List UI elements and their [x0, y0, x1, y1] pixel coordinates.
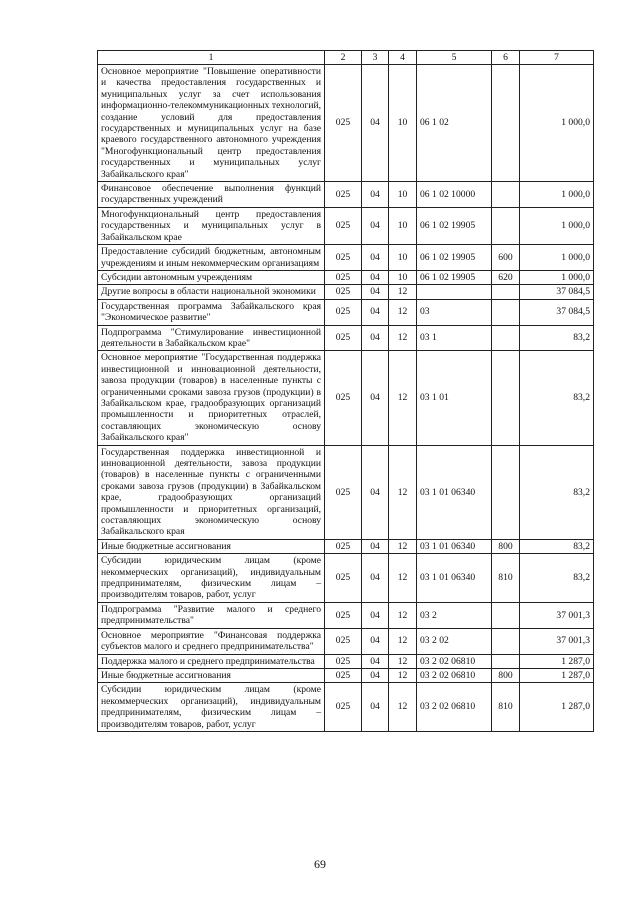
table-header-row [98, 51, 594, 65]
section-code-cell: 04 [362, 299, 389, 325]
expense-type-cell: 810 [492, 683, 520, 732]
subsection-code-cell: 12 [389, 602, 417, 628]
target-article-cell: 06 1 02 19905 [417, 207, 492, 244]
subsection-code-cell: 12 [389, 351, 417, 445]
amount-cell: 1 287,0 [520, 683, 594, 732]
expense-type-cell [492, 182, 520, 208]
row-name-cell: Подпрограмма "Развитие малого и среднего предпринимательства" [98, 602, 325, 628]
expense-type-cell [492, 654, 520, 668]
grbs-code-cell: 025 [325, 285, 362, 299]
section-code-cell: 04 [362, 182, 389, 208]
subsection-code-cell: 12 [389, 445, 417, 539]
amount-cell: 37 084,5 [520, 299, 594, 325]
column-header: 5 [417, 51, 492, 65]
section-code-cell: 04 [362, 654, 389, 668]
grbs-code-cell: 025 [325, 299, 362, 325]
target-article-cell: 06 1 02 19905 [417, 270, 492, 284]
row-name-cell: Поддержка малого и среднего предпринимательства [98, 654, 325, 668]
section-code-cell: 04 [362, 245, 389, 271]
expense-type-cell: 800 [492, 668, 520, 682]
grbs-code-cell: 025 [325, 628, 362, 654]
grbs-code-cell: 025 [325, 602, 362, 628]
section-code-cell: 04 [362, 325, 389, 351]
row-name-cell: Государственная поддержка инвестиционной и инновационной деятельности, завоза продукции (товаров) в населенные пункты с ограниченными сроками завоза грузов (продукции) в Забайкальском крае, градообразующих организаций промышленности и приоритетных организаций, составляющих экономическую основу Забайкальского края [98, 445, 325, 539]
section-code-cell: 04 [362, 207, 389, 244]
table-row [98, 628, 594, 654]
amount-cell: 1 000,0 [520, 65, 594, 182]
expense-type-cell [492, 299, 520, 325]
subsection-code-cell: 12 [389, 683, 417, 732]
subsection-code-cell: 10 [389, 270, 417, 284]
row-name-cell: Субсидии автономным учреждениям [98, 270, 325, 284]
table-row [98, 683, 594, 732]
grbs-code-cell: 025 [325, 654, 362, 668]
section-code-cell: 04 [362, 668, 389, 682]
row-name-cell: Основное мероприятие "Финансовая поддержка субъектов малого и среднего предпринимательства" [98, 628, 325, 654]
grbs-code-cell: 025 [325, 554, 362, 603]
row-name-cell: Подпрограмма "Стимулирование инвестиционной деятельности в Забайкальском крае" [98, 325, 325, 351]
grbs-code-cell: 025 [325, 207, 362, 244]
target-article-cell: 03 [417, 299, 492, 325]
subsection-code-cell: 12 [389, 628, 417, 654]
subsection-code-cell: 12 [389, 285, 417, 299]
amount-cell: 1 287,0 [520, 654, 594, 668]
target-article-cell: 06 1 02 [417, 65, 492, 182]
amount-cell: 1 000,0 [520, 245, 594, 271]
amount-cell: 37 084,5 [520, 285, 594, 299]
amount-cell: 1 287,0 [520, 668, 594, 682]
grbs-code-cell: 025 [325, 270, 362, 284]
target-article-cell: 03 2 02 06810 [417, 683, 492, 732]
row-name-cell: Иные бюджетные ассигнования [98, 539, 325, 553]
amount-cell: 1 000,0 [520, 182, 594, 208]
target-article-cell: 03 1 [417, 325, 492, 351]
section-code-cell: 04 [362, 628, 389, 654]
table-row [98, 602, 594, 628]
subsection-code-cell: 10 [389, 245, 417, 271]
table-row [98, 654, 594, 668]
amount-cell: 83,2 [520, 325, 594, 351]
amount-cell: 83,2 [520, 554, 594, 603]
row-name-cell: Государственная программа Забайкальского края "Экономическое развитие" [98, 299, 325, 325]
budget-table [97, 50, 594, 732]
amount-cell: 1 000,0 [520, 207, 594, 244]
expense-type-cell [492, 325, 520, 351]
table-row [98, 325, 594, 351]
grbs-code-cell: 025 [325, 245, 362, 271]
table-row [98, 285, 594, 299]
subsection-code-cell: 12 [389, 325, 417, 351]
target-article-cell: 03 1 01 06340 [417, 554, 492, 603]
row-name-cell: Многофункциональный центр предоставления государственных и муниципальных услуг в Забайкальском крае [98, 207, 325, 244]
amount-cell: 83,2 [520, 539, 594, 553]
table-row [98, 270, 594, 284]
target-article-cell: 03 1 01 [417, 351, 492, 445]
expense-type-cell [492, 285, 520, 299]
row-name-cell: Основное мероприятие "Государственная поддержка инвестиционной и инновационной деятельности, завоза продукции (товаров) в населенные пункты с ограниченными сроками завоза грузов (продукции) в Забайкальском крае, градообразующих организаций промышленности и приоритетных отраслей, составляющих экономическую основу Забайкальского края" [98, 351, 325, 445]
row-name-cell: Финансовое обеспечение выполнения функций государственных учреждений [98, 182, 325, 208]
amount-cell: 37 001,3 [520, 602, 594, 628]
column-header: 7 [520, 51, 594, 65]
section-code-cell: 04 [362, 65, 389, 182]
grbs-code-cell: 025 [325, 351, 362, 445]
grbs-code-cell: 025 [325, 325, 362, 351]
expense-type-cell [492, 351, 520, 445]
page-number: 69 [314, 857, 326, 871]
expense-type-cell [492, 207, 520, 244]
amount-cell: 83,2 [520, 445, 594, 539]
subsection-code-cell: 10 [389, 182, 417, 208]
target-article-cell: 03 1 01 06340 [417, 539, 492, 553]
section-code-cell: 04 [362, 602, 389, 628]
expense-type-cell [492, 445, 520, 539]
subsection-code-cell: 12 [389, 299, 417, 325]
grbs-code-cell: 025 [325, 182, 362, 208]
target-article-cell [417, 285, 492, 299]
section-code-cell: 04 [362, 351, 389, 445]
table-row [98, 182, 594, 208]
column-header: 6 [492, 51, 520, 65]
row-name-cell: Субсидии юридическим лицам (кроме некоммерческих организаций), индивидуальным предпринимателям, физическим лицам – производителям товаров, работ, услуг [98, 683, 325, 732]
section-code-cell: 04 [362, 270, 389, 284]
row-name-cell: Иные бюджетные ассигнования [98, 668, 325, 682]
expense-type-cell: 600 [492, 245, 520, 271]
target-article-cell: 03 2 [417, 602, 492, 628]
section-code-cell: 04 [362, 683, 389, 732]
amount-cell: 83,2 [520, 351, 594, 445]
section-code-cell: 04 [362, 554, 389, 603]
table-row [98, 207, 594, 244]
target-article-cell: 03 2 02 06810 [417, 654, 492, 668]
grbs-code-cell: 025 [325, 668, 362, 682]
subsection-code-cell: 12 [389, 654, 417, 668]
target-article-cell: 03 2 02 [417, 628, 492, 654]
target-article-cell: 06 1 02 19905 [417, 245, 492, 271]
table-row [98, 539, 594, 553]
table-body [98, 65, 594, 732]
subsection-code-cell: 10 [389, 207, 417, 244]
expense-type-cell [492, 65, 520, 182]
expense-type-cell: 800 [492, 539, 520, 553]
expense-type-cell [492, 628, 520, 654]
section-code-cell: 04 [362, 445, 389, 539]
column-header: 4 [389, 51, 417, 65]
expense-type-cell: 810 [492, 554, 520, 603]
column-header: 2 [325, 51, 362, 65]
table-row [98, 554, 594, 603]
grbs-code-cell: 025 [325, 683, 362, 732]
table-row [98, 351, 594, 445]
subsection-code-cell: 12 [389, 539, 417, 553]
target-article-cell: 03 1 01 06340 [417, 445, 492, 539]
expense-type-cell: 620 [492, 270, 520, 284]
row-name-cell: Основное мероприятие "Повышение оперативности и качества предоставления государственных и муниципальных услуг за счет использования информационно-телекоммуникационных технологий, создание условий для предоставления государственных и муниципальных услуг на базе краевого государственного автономного учреждения "Многофункциональный центр предоставления государственных и муниципальных услуг Забайкальского края" [98, 65, 325, 182]
expense-type-cell [492, 602, 520, 628]
section-code-cell: 04 [362, 539, 389, 553]
grbs-code-cell: 025 [325, 445, 362, 539]
row-name-cell: Другие вопросы в области национальной экономики [98, 285, 325, 299]
table-row [98, 668, 594, 682]
table-row [98, 445, 594, 539]
table-row [98, 245, 594, 271]
row-name-cell: Субсидии юридическим лицам (кроме некоммерческих организаций), индивидуальным предпринимателям, физическим лицам – производителям товаров, работ, услуг [98, 554, 325, 603]
column-header: 3 [362, 51, 389, 65]
amount-cell: 37 001,3 [520, 628, 594, 654]
column-header: 1 [98, 51, 325, 65]
section-code-cell: 04 [362, 285, 389, 299]
target-article-cell: 06 1 02 10000 [417, 182, 492, 208]
grbs-code-cell: 025 [325, 65, 362, 182]
row-name-cell: Предоставление субсидий бюджетным, автономным учреждениям и иным некоммерческим организациям [98, 245, 325, 271]
target-article-cell: 03 2 02 06810 [417, 668, 492, 682]
table-row [98, 65, 594, 182]
subsection-code-cell: 10 [389, 65, 417, 182]
subsection-code-cell: 12 [389, 668, 417, 682]
subsection-code-cell: 12 [389, 554, 417, 603]
table-row [98, 299, 594, 325]
amount-cell: 1 000,0 [520, 270, 594, 284]
grbs-code-cell: 025 [325, 539, 362, 553]
